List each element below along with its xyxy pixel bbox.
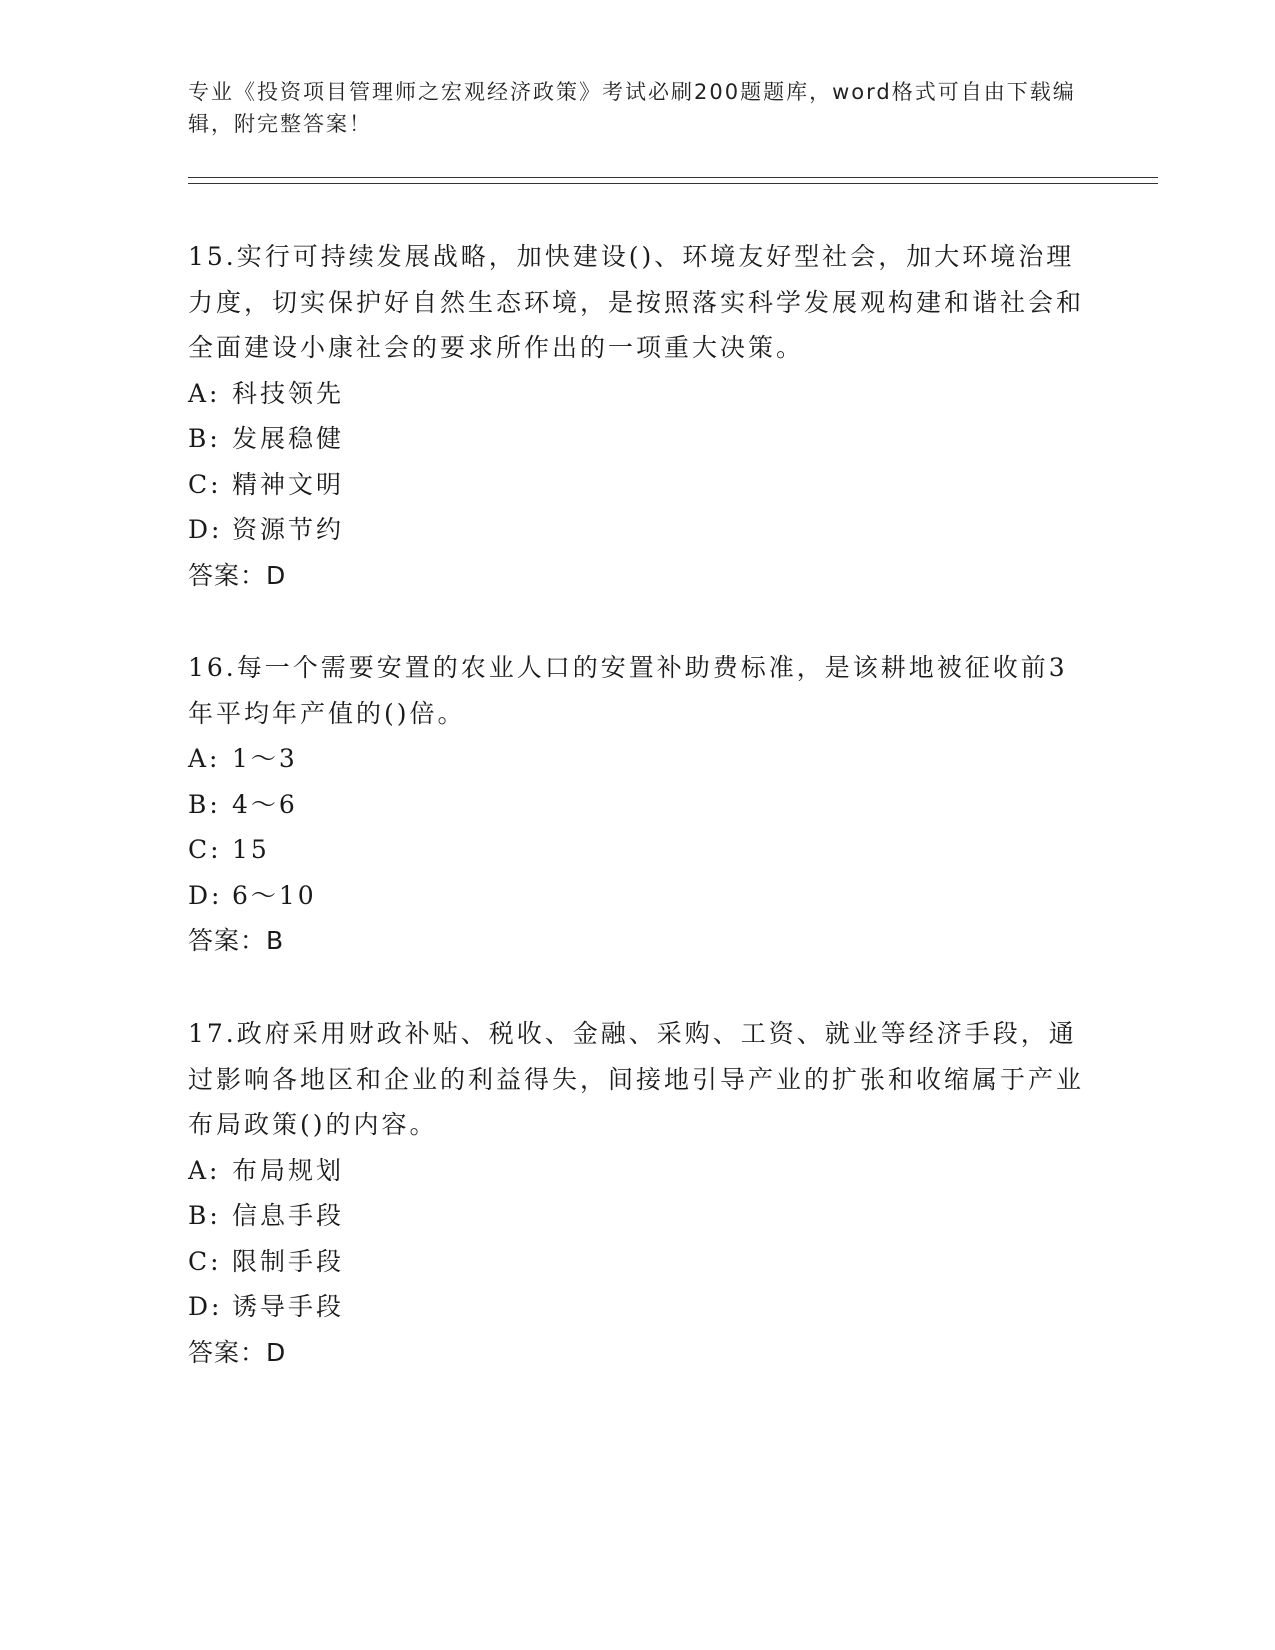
option-key: A: — [188, 744, 221, 773]
option-text: 15 — [232, 835, 270, 864]
question-stem: 15.实行可持续发展战略，加快建设()、环境友好型社会，加大环境治理力度，切实保护好自然生态环境，是按照落实科学发展观构建和谐社会和全面建设小康社会的要求所作出的一项重大决策。 — [188, 242, 1085, 362]
option-c — [188, 462, 1088, 508]
option-c — [188, 827, 1088, 873]
option-key: A: — [188, 1155, 221, 1185]
option-key: B: — [188, 789, 221, 819]
option-text: 精神文明 — [232, 469, 345, 499]
option-text: 4～6 — [232, 789, 298, 819]
option-d — [188, 1284, 1088, 1330]
option-key: D: — [188, 515, 223, 544]
option-text: 诱导手段 — [232, 1292, 345, 1321]
option-text: 限制手段 — [232, 1246, 345, 1276]
option-text: 信息手段 — [232, 1201, 345, 1230]
option-text: 科技领先 — [232, 378, 345, 408]
answer: 答案：B — [188, 926, 285, 955]
option-text: 1～3 — [232, 744, 298, 773]
question-15 — [188, 234, 1088, 598]
question-16 — [188, 645, 1088, 964]
option-key: A: — [188, 378, 221, 408]
option-text: 发展稳健 — [232, 424, 345, 453]
option-key: B: — [188, 1201, 221, 1230]
question-stem: 17.政府采用财政补贴、税收、金融、采购、工资、就业等经济手段，通过影响各地区和企业的利益得失，间接地引导产业的扩张和收缩属于产业布局政策()的内容。 — [188, 1019, 1085, 1139]
option-key: B: — [188, 424, 221, 453]
answer: 答案：D — [188, 1337, 287, 1367]
option-a — [188, 1148, 1088, 1194]
document-header: 专业《投资项目管理师之宏观经济政策》考试必刷200题题库，word格式可自由下载编辑，附完整答案！ — [188, 80, 1076, 136]
option-c — [188, 1239, 1088, 1285]
option-text: 布局规划 — [232, 1155, 345, 1185]
option-a — [188, 371, 1088, 417]
option-b — [188, 1193, 1088, 1239]
option-b — [188, 416, 1088, 462]
option-key: C: — [188, 1246, 222, 1276]
option-key: D: — [188, 1292, 223, 1321]
question-stem: 16.每一个需要安置的农业人口的安置补助费标准，是该耕地被征收前3年平均年产值的()倍。 — [188, 653, 1068, 728]
option-b — [188, 782, 1088, 828]
option-text: 资源节约 — [232, 515, 345, 544]
option-key: D: — [188, 880, 223, 910]
answer: 答案：D — [188, 560, 287, 590]
header-divider-bottom — [188, 183, 1158, 184]
option-key: C: — [188, 835, 222, 864]
option-text: 6～10 — [232, 880, 317, 910]
option-d — [188, 873, 1088, 919]
option-key: C: — [188, 469, 222, 499]
option-d — [188, 507, 1088, 553]
question-17 — [188, 1011, 1088, 1375]
header-divider-top — [188, 177, 1158, 178]
option-a — [188, 736, 1088, 782]
